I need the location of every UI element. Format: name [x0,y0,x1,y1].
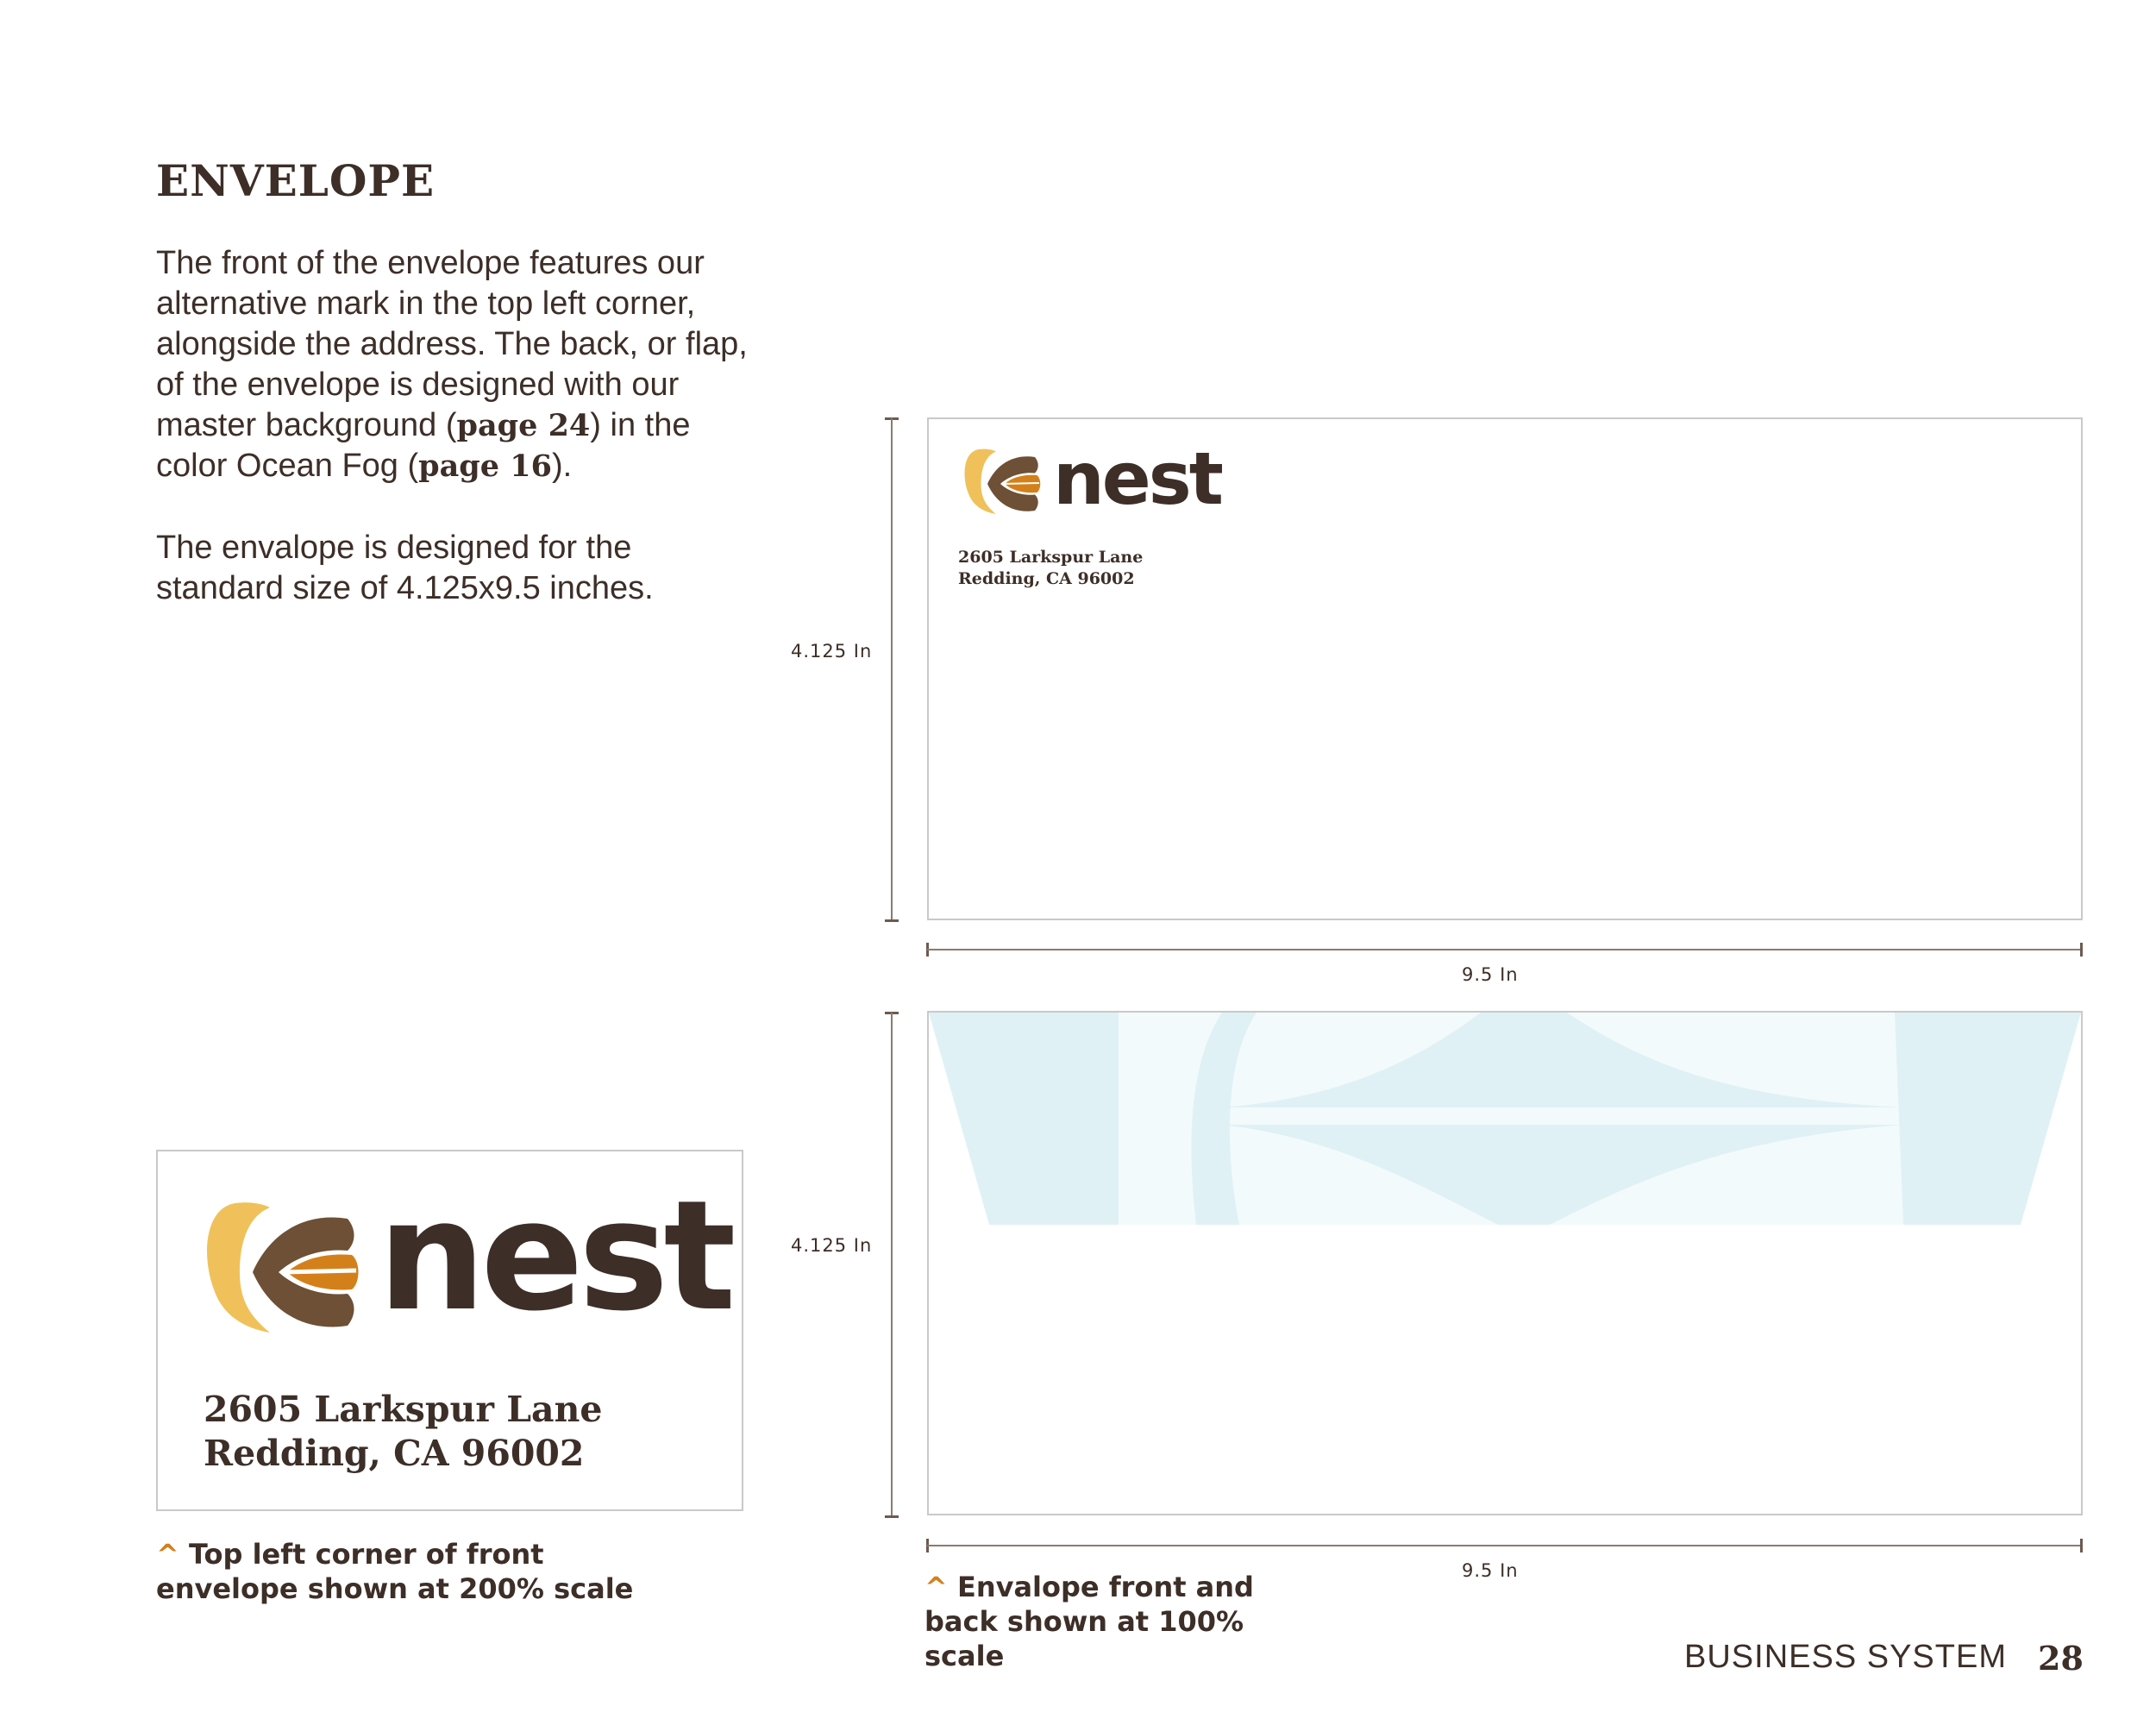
address-line-2: Redding, CA 96002 [958,569,1135,588]
detail-caption-text: Top left corner of front envelope shown at 200% scale [156,1538,634,1605]
envelope-flap [929,1013,2083,1237]
size-paragraph: The envalope is designed for the standard size of 4.125x9.5 inches. [156,530,654,606]
detail-address [204,1388,603,1476]
envelope-detail-200 [156,1150,743,1511]
nest-logo-icon [201,1195,373,1341]
detail-logo [201,1168,731,1346]
front-height-label: 4.125 In [791,641,873,662]
intro-paragraph [156,243,760,486]
intro-text-1: The front of the envelope features our alternative mark in the top left corner, alongside the address. The back, or flap, of the envelope is designed with our master background ( [156,245,748,443]
detail-address-line-2: Redding, CA 96002 [204,1433,585,1474]
address-line-1: 2605 Larkspur Lane [958,548,1144,567]
caption-caret-icon: ^ [156,1538,179,1571]
detail-address-line-1: 2605 Larkspur Lane [204,1389,603,1430]
envelope-back [927,1011,2083,1515]
back-width-label: 9.5 In [1462,1560,1519,1581]
envelope-front [927,417,2083,920]
full-caption [924,1570,1321,1673]
nest-wordmark: nest [1053,436,1221,521]
page-title: ENVELOPE [156,155,436,206]
intro-text-3: ). [551,448,573,484]
detail-caption [156,1537,639,1606]
envelope-front-logo [962,436,1221,527]
back-height-label: 4.125 In [791,1235,873,1256]
front-width-label: 9.5 In [1462,964,1519,985]
footer-section-label: BUSINESS SYSTEM [1684,1639,2007,1675]
full-caption-text: Envalope front and back shown at 100% scale [924,1571,1254,1672]
caption-caret-icon: ^ [924,1571,948,1603]
page-number: 28 [2038,1639,2084,1678]
nest-wordmark-large: nest [378,1168,731,1345]
intro-text-2: ) in the color Ocean Fog ( [156,407,691,484]
page-ref-24: page 24 [456,408,591,443]
page-ref-16: page 16 [418,448,552,484]
envelope-front-address [958,547,1143,590]
